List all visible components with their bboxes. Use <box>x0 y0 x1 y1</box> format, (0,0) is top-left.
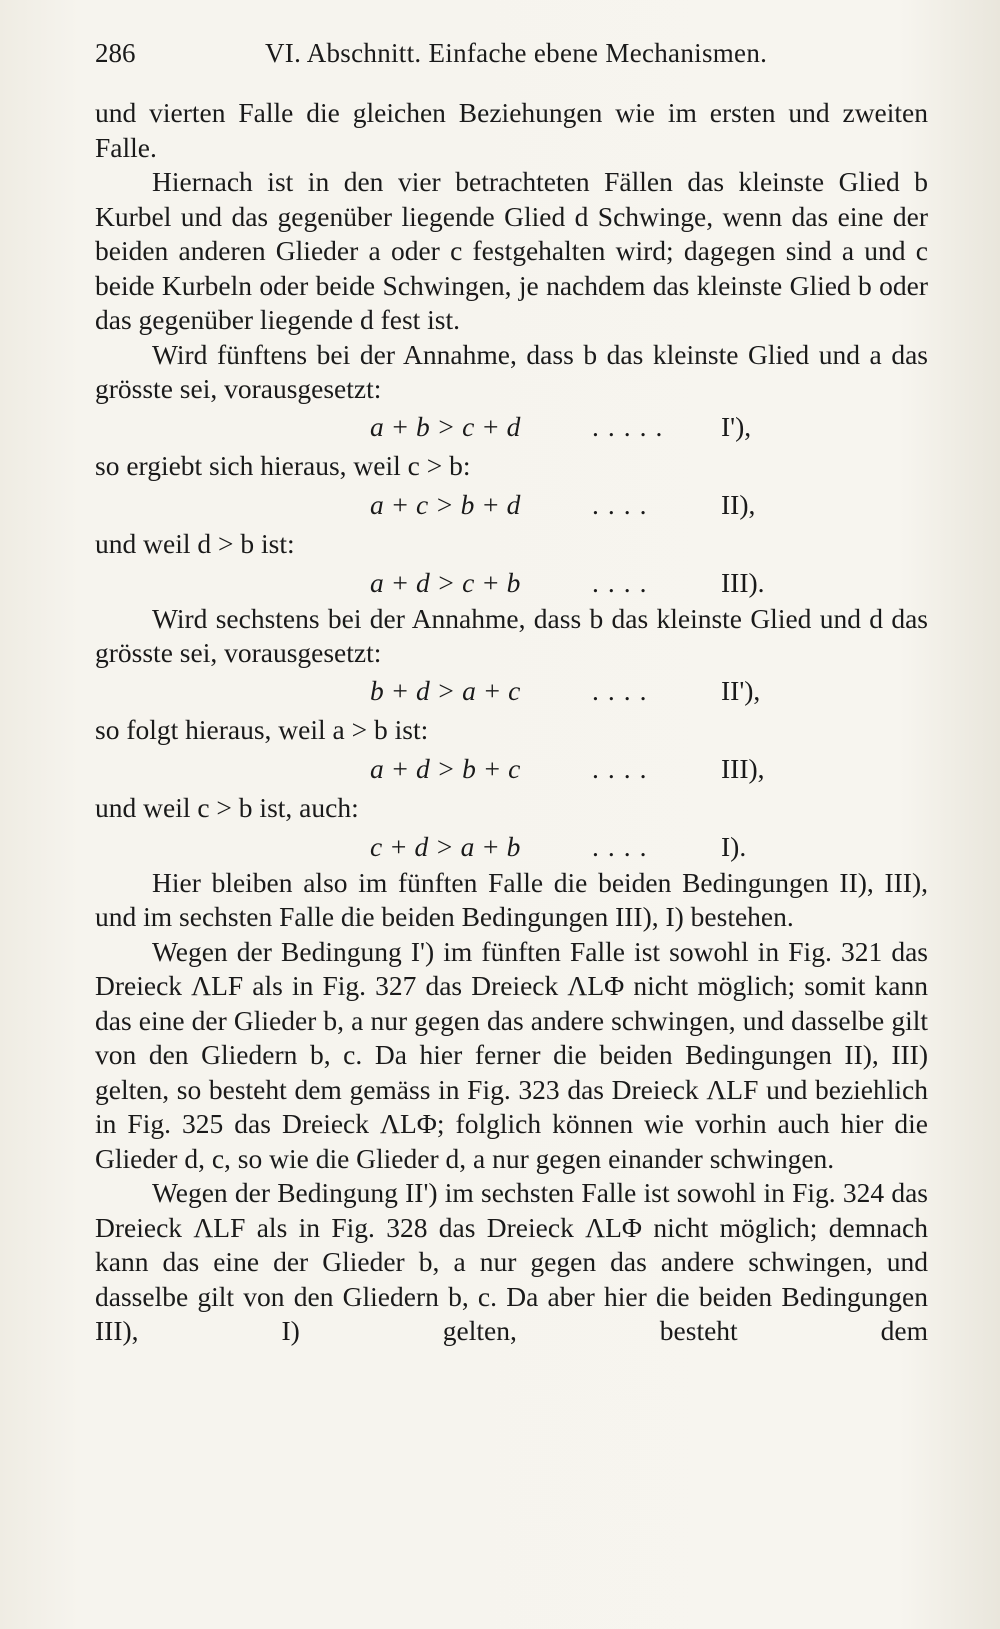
paragraph: Wird fünftens bei der Annahme, dass b das kleinste Glied und a das grösste sei, vorausgesetzt: <box>95 338 928 404</box>
paragraph: Wegen der Bedingung II') im sechsten Falle ist sowohl in Fig. 324 das Dreieck ΛLF als in Fig. 328 das Dreieck ΛLΦ nicht möglich; demnach kann das eine der Glieder b, a nur gegen das andere schwingen, und dasselbe gilt von den Gliedern b, c. Da aber hier die beiden Bedingungen III), I) gelten, besteht dem <box>95 1177 928 1346</box>
formula-expression: b + d > a + c <box>370 674 521 706</box>
formula-expression: c + d > a + b <box>370 830 521 862</box>
formula-expression: a + c > b + d <box>370 488 521 520</box>
formula-label: I'), <box>721 410 752 442</box>
text-line: so folgt hieraus, weil a > b ist: <box>95 713 429 745</box>
text-line: und weil d > b ist: <box>95 527 295 559</box>
paragraph: Wegen der Bedingung I') im fünften Falle ist sowohl in Fig. 321 das Dreieck ΛLF als in Fig. 327 das Dreieck ΛLΦ nicht möglich; somit kann das eine der Glieder b, a nur gegen das andere schwingen, und dasselbe gilt von den Gliedern b, c. Da hier ferner die beiden Bedingungen II), III) gelten, so besteht dem gemäss in Fig. 323 das Dreieck ΛLF und beziehlich in Fig. 325 das Dreieck ΛLΦ; folglich können wie vorhin auch hier die Glieder d, c, so wie die Glieder d, a nur gegen einander schwingen. <box>95 935 928 1174</box>
formula-expression: a + d > c + b <box>370 566 521 598</box>
formula-row <box>95 563 928 602</box>
formula-row <box>95 827 928 866</box>
paragraph: und vierten Falle die gleichen Beziehungen wie im ersten und zweiten Falle. <box>95 97 928 163</box>
formula-label: III). <box>721 566 765 598</box>
body-text <box>95 96 928 1349</box>
formula-label: I). <box>721 830 747 862</box>
formula-label: II), <box>721 488 756 520</box>
text-line: und weil c > b ist, auch: <box>95 791 359 823</box>
leader-dots: .... <box>592 752 656 784</box>
formula-expression: a + d > b + c <box>370 752 521 784</box>
formula-row <box>95 671 928 710</box>
leader-dots: ..... <box>592 410 672 442</box>
leader-dots: .... <box>592 830 656 862</box>
running-head: VI. Abschnitt. Einfache ebene Mechanismen. <box>265 38 768 68</box>
formula-expression: a + b > c + d <box>370 410 521 442</box>
page-number: 286 <box>95 38 136 68</box>
paragraph: Hier bleiben also im fünften Falle die beiden Bedingungen II), III), und im sechsten Falle die beiden Bedingungen III), I) bestehen. <box>95 866 928 932</box>
page-header <box>95 38 925 78</box>
text-line: so ergiebt sich hieraus, weil c > b: <box>95 449 471 481</box>
formula-label: III), <box>721 752 765 784</box>
paragraph: Hiernach ist in den vier betrachteten Fällen das kleinste Glied b Kurbel und das gegenüber liegende Glied d Schwinge, wenn das eine der beiden anderen Glieder a oder c festgehalten wird; dagegen sind a und c beide Kurbeln oder beide Schwingen, je nachdem das kleinste Glied b oder das gegenüber liegende d fest ist. <box>95 166 928 335</box>
paragraph: Wird sechstens bei der Annahme, dass b das kleinste Glied und d das grösste sei, vorausgesetzt: <box>95 602 928 668</box>
formula-label: II'), <box>721 674 761 706</box>
leader-dots: .... <box>592 566 656 598</box>
formula-row <box>95 407 928 446</box>
formula-row <box>95 749 928 788</box>
leader-dots: .... <box>592 674 656 706</box>
formula-row <box>95 485 928 524</box>
leader-dots: .... <box>592 488 656 520</box>
